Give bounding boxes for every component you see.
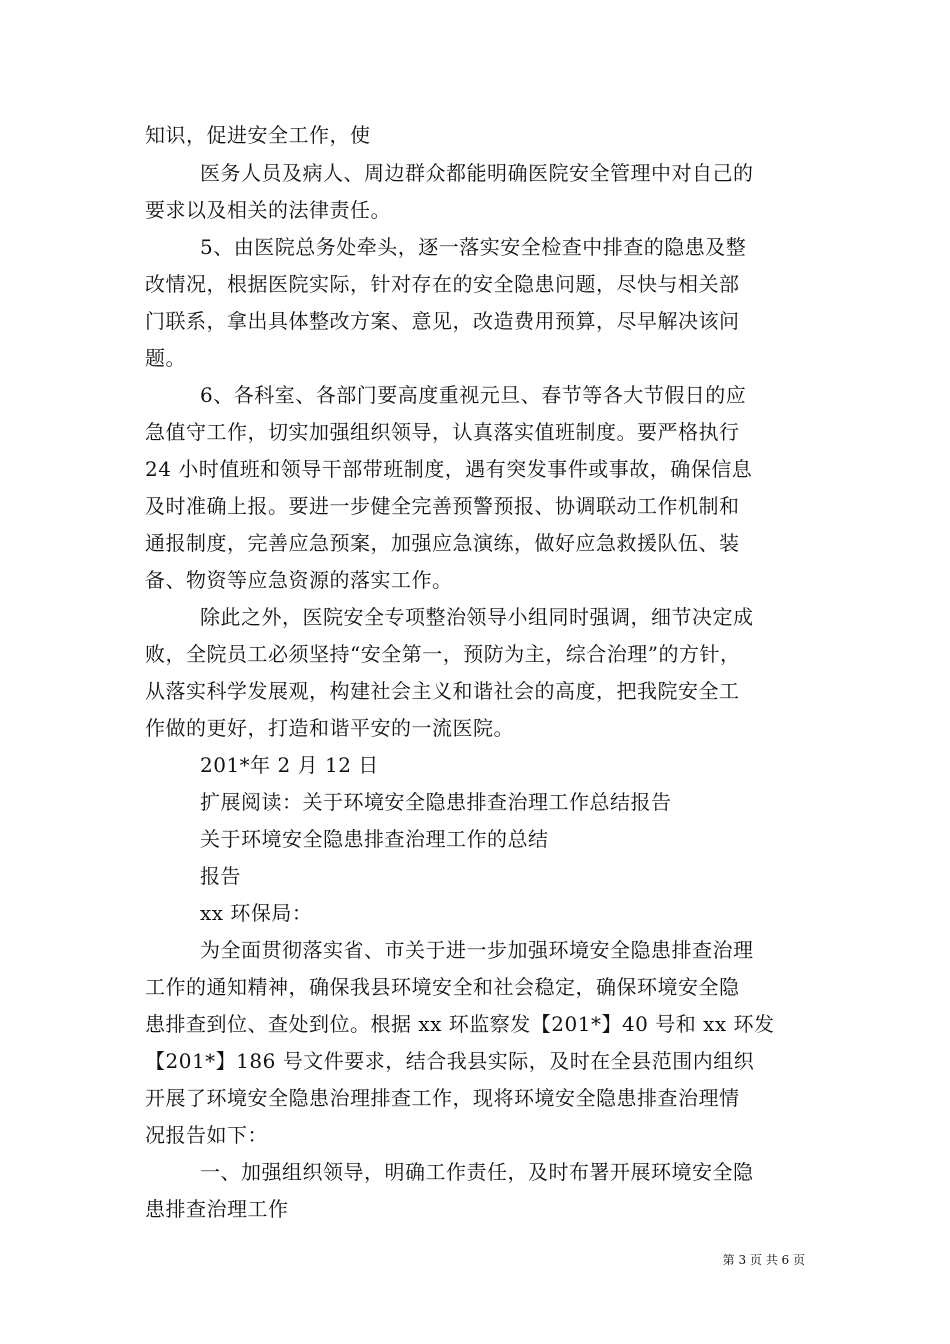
text-line: 除此之外，医院安全专项整治领导小组同时强调，细节决定成: [200, 605, 754, 629]
text-line: 备、物资等应急资源的落实工作。: [145, 568, 453, 592]
page-number: 第 3 页 共 6 页: [722, 1253, 805, 1267]
text-line: 扩展阅读：关于环境安全隐患排查治理工作总结报告: [200, 790, 672, 814]
text-line: 患排查到位、查处到位。根据 xx 环监察发【201*】40 号和 xx 环发: [145, 1012, 775, 1036]
text-line: 工作的通知精神，确保我县环境安全和社会稳定，确保环境安全隐: [145, 975, 740, 999]
text-line: 况报告如下：: [145, 1123, 268, 1147]
text-line: 改情况，根据医院实际，针对存在的安全隐患问题，尽快与相关部: [145, 272, 740, 296]
text-line: 及时准确上报。要进一步健全完善预警预报、协调联动工作机制和: [145, 494, 740, 518]
text-line: 急值守工作，切实加强组织领导，认真落实值班制度。要严格执行: [145, 420, 740, 444]
section-heading-continued: 患排查治理工作: [145, 1197, 289, 1221]
text-line: 题。: [145, 346, 186, 370]
text-line: 通报制度，完善应急预案，加强应急演练，做好应急救援队伍、装: [145, 531, 740, 555]
text-line: 门联系，拿出具体整改方案、意见，改造费用预算，尽早解决该问: [145, 309, 740, 333]
text-line: 5、由医院总务处牵头，逐一落实安全检查中排查的隐患及整: [200, 235, 747, 259]
section-heading: 一、加强组织领导，明确工作责任，及时布署开展环境安全隐: [200, 1160, 754, 1184]
text-line: 败，全院员工必须坚持“安全第一，预防为主，综合治理”的方针，: [145, 642, 741, 666]
report-title: 关于环境安全隐患排查治理工作的总结: [200, 827, 549, 851]
text-line: 要求以及相关的法律责任。: [145, 198, 391, 222]
text-line: 为全面贯彻落实省、市关于进一步加强环境安全隐患排查治理: [200, 938, 754, 962]
text-line: 开展了环境安全隐患治理排查工作，现将环境安全隐患排查治理情: [145, 1086, 740, 1110]
text-line: 【201*】186 号文件要求，结合我县实际，及时在全县范围内组织: [145, 1049, 755, 1073]
report-title-continued: 报告: [200, 864, 241, 888]
text-line: 从落实科学发展观，构建社会主义和谐社会的高度，把我院安全工: [145, 679, 740, 703]
text-line: 6、各科室、各部门要高度重视元旦、春节等各大节假日的应: [200, 383, 747, 407]
text-line: 24 小时值班和领导干部带班制度，遇有突发事件或事故，确保信息: [145, 457, 753, 481]
addressee: xx 环保局：: [200, 901, 313, 925]
date-line: 201*年 2 月 12 日: [200, 753, 379, 777]
text-line: 知识，促进安全工作，使: [145, 123, 371, 147]
text-line: 作做的更好，打造和谐平安的一流医院。: [145, 716, 514, 740]
text-line: 医务人员及病人、周边群众都能明确医院安全管理中对自己的: [200, 161, 754, 185]
